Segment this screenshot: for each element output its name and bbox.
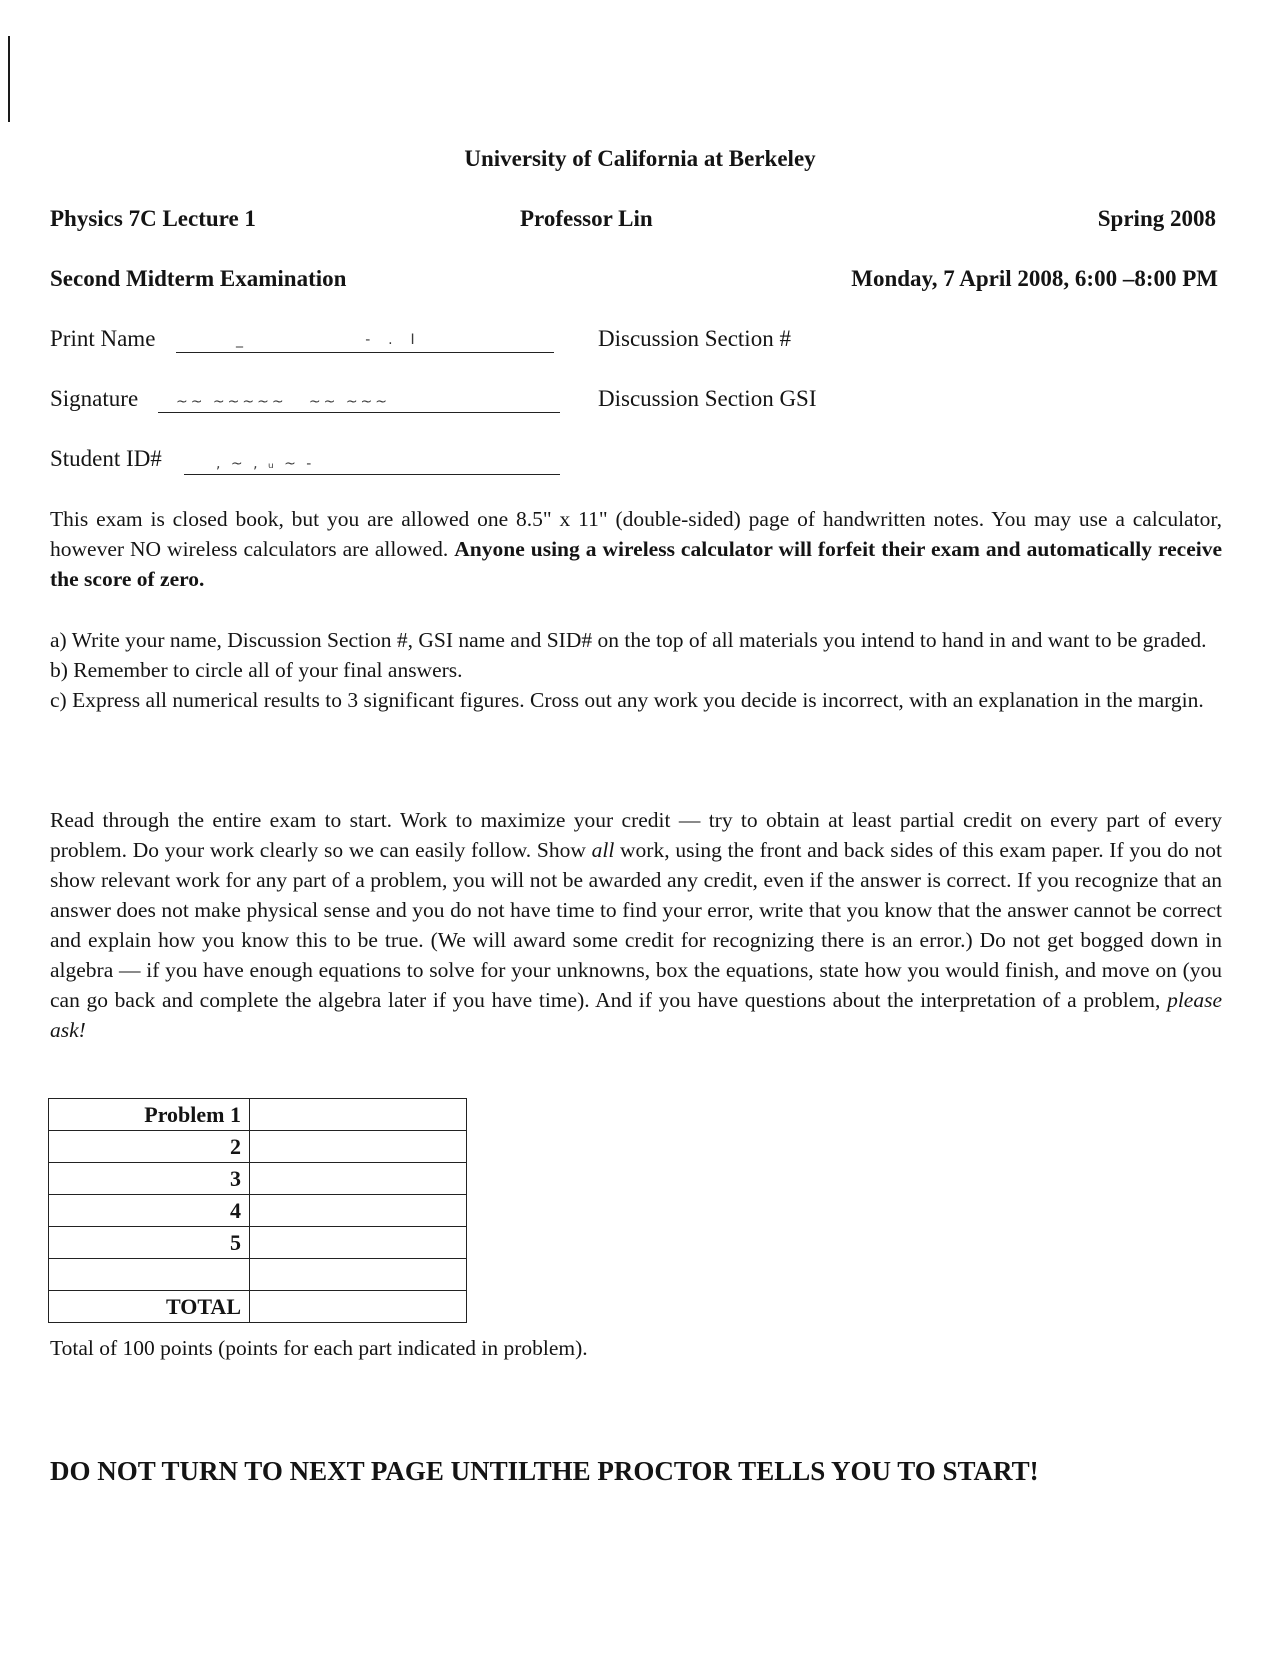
margin-mark [8,36,10,122]
instruction-item-c: c) Express all numerical results to 3 significant figures. Cross out any work you decide is incorrect, with an explanation in the margin. [50,688,1204,712]
term: Spring 2008 [1097,206,1216,231]
student-id-handwriting: , ~ , ᵤ ~ - [216,456,315,472]
instruction-list [50,625,1222,715]
intro-paragraph [50,504,1222,594]
instruction-item-b: b) Remember to circle all of your final answers. [50,658,463,682]
student-id-field[interactable] [184,474,560,475]
course-name: Physics 7C Lecture 1 [50,206,256,231]
intro-text: This exam is closed book, but you are allowed one 8.5" x 11" (double-sided) page of handwritten notes. You may use a calculator, however NO wireless calculators are allowed. [50,507,1222,561]
table-row [49,1099,467,1131]
total-label: TOTAL [49,1291,250,1323]
read-text-please-ask: please ask! [50,988,1222,1042]
score-row-label: 5 [49,1227,250,1259]
table-row [49,1259,467,1291]
table-row [49,1131,467,1163]
discussion-gsi-label: Discussion Section GSI [598,386,817,411]
score-row-label: 3 [49,1163,250,1195]
total-points-note: Total of 100 points (points for each part indicated in problem). [50,1336,588,1360]
print-name-field[interactable] [176,352,554,353]
total-score-cell [250,1291,467,1323]
start-warning: DO NOT TURN TO NEXT PAGE UNTILTHE PROCTOR TELLS YOU TO START! [50,1456,1039,1486]
table-row [49,1163,467,1195]
read-text-2: work, using the front and back sides of this exam paper. If you do not show relevant work for any part of a problem, you will not be awarded any credit, even if the answer is correct. If you recognize that an answer does not make physical sense and you do not have time to find your error, write that you know that the answer cannot be correct and explain how you know this to be true. (We will award some credit for recognizing there is an error.) Do not get bogged down in algebra — if you have enough equations to solve for your unknowns, box the equations, state how you would finish, and move on (you can go back and complete the algebra later if you have time). And if you have questions about the interpretation of a problem, [50,838,1222,1012]
score-table [48,1098,467,1323]
signature-label: Signature [50,386,139,411]
professor-name: Professor Lin [520,206,653,231]
student-id-label: Student ID# [50,446,162,471]
read-through-paragraph [50,805,1222,1045]
table-row [49,1227,467,1259]
score-cell [250,1163,467,1195]
intro-warning: Anyone using a wireless calculator will forfeit their exam and automatically receive the score of zero. [50,537,1223,591]
table-row [49,1195,467,1227]
score-cell [250,1195,467,1227]
read-text-1: Read through the entire exam to start. Work to maximize your credit — try to obtain at least partial credit on every part of every problem. Do your work clearly so we can easily follow. Show [50,808,1222,862]
score-cell [250,1259,467,1291]
score-row-label: Problem 1 [49,1099,250,1131]
score-cell [250,1099,467,1131]
exam-datetime: Monday, 7 April 2008, 6:00 –8:00 PM [851,266,1218,291]
print-name-handwriting: _ - . I [236,332,418,348]
instruction-item-a: a) Write your name, Discussion Section #, GSI name and SID# on the top of all materials you intend to hand in and want to be graded. [50,628,1207,652]
score-cell [250,1131,467,1163]
score-row-label [49,1259,250,1291]
score-row-label: 2 [49,1131,250,1163]
score-row-label: 4 [49,1195,250,1227]
signature-field[interactable] [158,412,560,413]
signature-handwriting: ~~ ~~~~~ ~~ ~~~ [176,394,391,410]
print-name-label: Print Name [50,326,156,351]
table-row-total [49,1291,467,1323]
university-title: University of California at Berkeley [464,146,816,171]
score-cell [250,1227,467,1259]
discussion-section-label: Discussion Section # [598,326,791,351]
exam-name: Second Midterm Examination [50,266,347,291]
read-text-all: all [591,838,615,862]
